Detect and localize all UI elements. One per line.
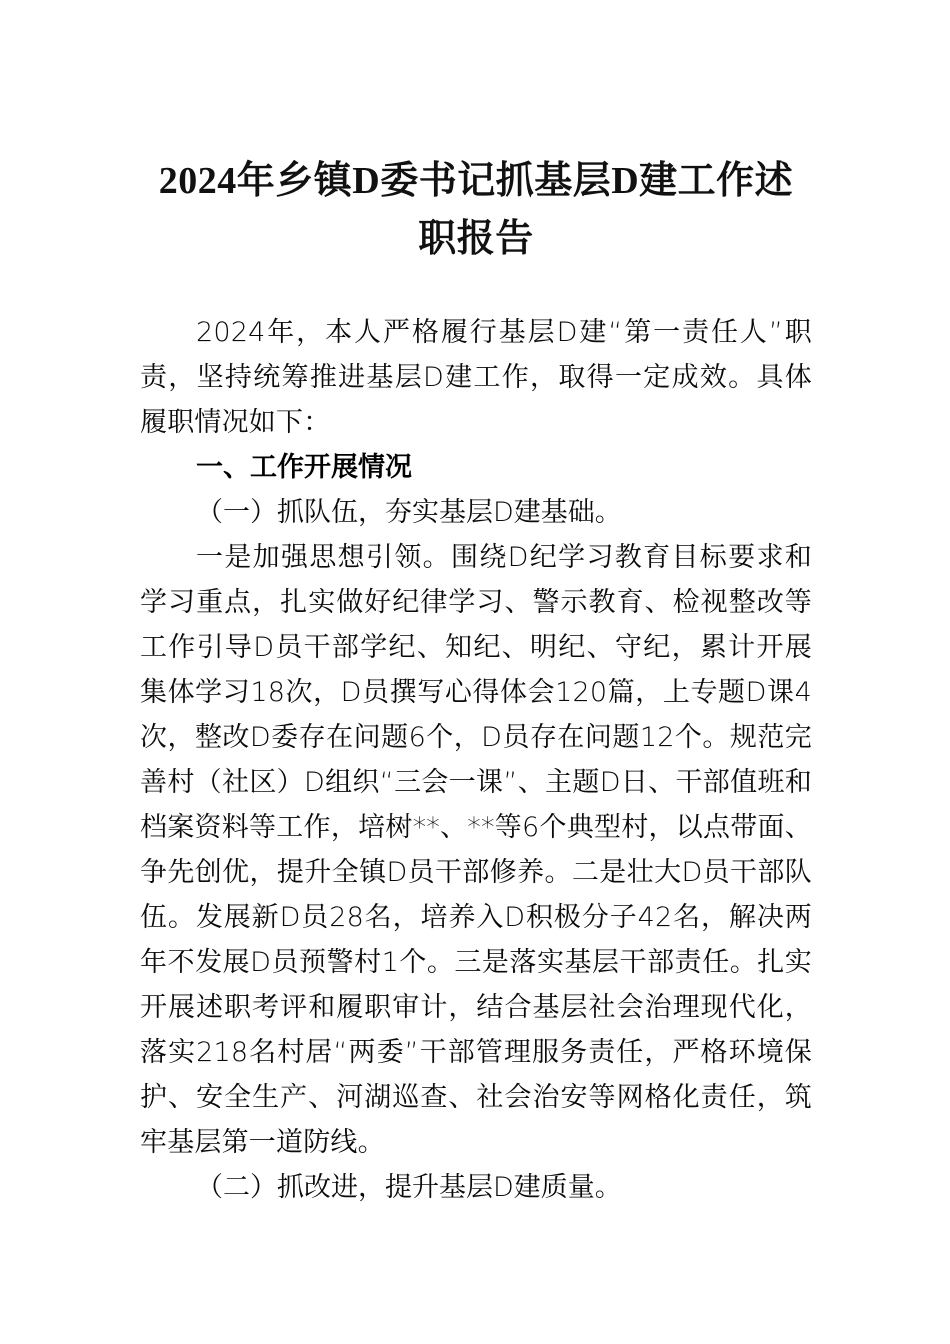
document-text-column <box>140 0 812 1210</box>
section-heading-one: 一、工作开展情况 <box>196 452 412 483</box>
subsection-heading-two: （二）抓改进，提升基层D建质量。 <box>196 1172 622 1203</box>
subsection-one-body: 一是加强思想引领。围绕D纪学习教育目标要求和学习重点，扎实做好纪律学习、警示教育、检视整改等工作引导D员干部学纪、知纪、明纪、守纪，累计开展集体学习18次，D员撰写心得体会120篇，上专题D课4次，整改D委存在问题6个，D员存在问题12个。规范完善村（社区）D组织“三会一课”、主题D日、干部值班和档案资料等工作，培树**、**等6个典型村，以点带面、争先创优，提升全镇D员干部修养。二是壮大D员干部队伍。发展新D员28名，培养入D积极分子42名，解决两年不发展D员预警村1个。三是落实基层干部责任。扎实开展述职考评和履职审计，结合基层社会治理现代化，落实218名村居“两委”干部管理服务责任，严格环境保护、安全生产、河湖巡查、社会治安等网格化责任，筑牢基层第一道防线。 <box>140 542 812 1158</box>
opening-paragraph: 2024年，本人严格履行基层D建“第一责任人”职责，坚持统筹推进基层D建工作，取得一定成效。具体履职情况如下： <box>140 317 812 438</box>
subsection-heading-one: （一）抓队伍，夯实基层D建基础。 <box>196 497 622 528</box>
page-title: 2024年乡镇D委书记抓基层D建工作述职报告 <box>158 160 794 260</box>
